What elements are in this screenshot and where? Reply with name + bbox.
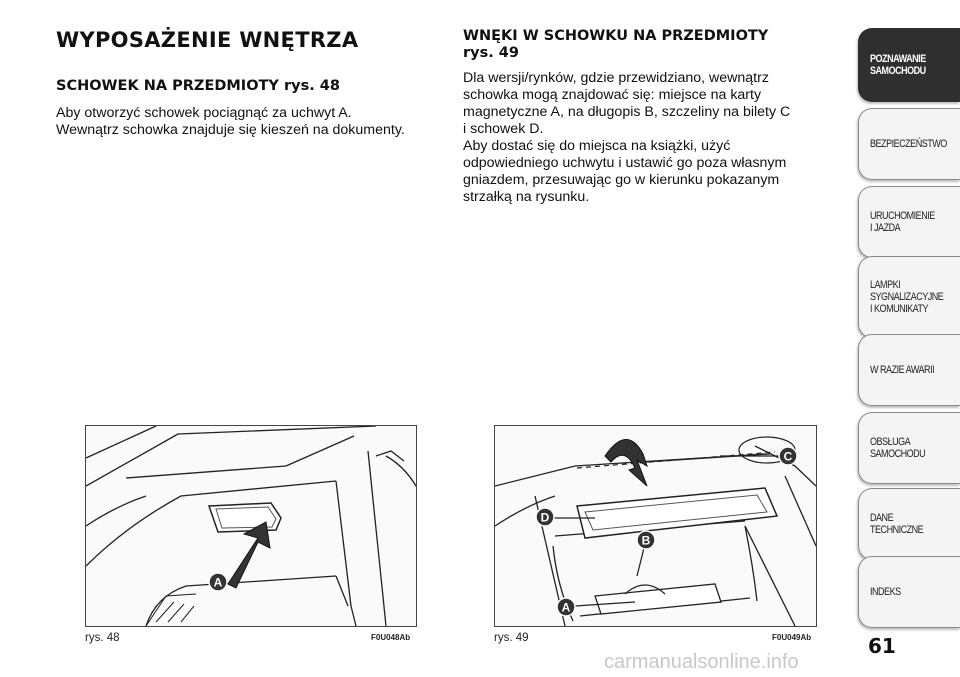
tab-lampki-sygnalizacyjne[interactable] [858,256,960,338]
figure-49 [494,425,817,627]
figure-48 [85,425,417,627]
left-section [56,78,436,139]
tab-w-razie-awarii[interactable] [858,334,960,406]
tab-label: DANE TECHNICZNE [870,512,924,536]
watermark: carmanualsonline.info [604,651,799,673]
figure-48-caption: rys. 48 [85,632,120,644]
figure-48-code: F0U048Ab [371,633,411,642]
tab-indeks[interactable] [858,556,960,628]
glovebox-closed-illustration [86,426,416,626]
callout-c [779,447,797,465]
tab-label: BEZPIECZEŃSTWO [870,138,947,150]
tab-uruchomienie-i-jazda[interactable] [858,186,960,258]
section-heading-compartments: WNĘKI W SCHOWKU NA PRZEDMIOTY rys. 49 [463,28,769,61]
tab-label: OBSŁUGA SAMOCHODU [870,436,926,460]
callout-a [209,573,227,591]
svg-text:A: A [213,575,223,590]
tab-label: LAMPKI SYGNALIZACYJNE I KOMUNIKATY [870,279,944,315]
tab-dane-techniczne[interactable] [858,488,960,560]
tab-label: URUCHOMIENIE I JAZDA [870,210,935,234]
callout-d [536,508,554,526]
glovebox-open-illustration [495,426,816,626]
section-heading-glovebox: SCHOWEK NA PRZEDMIOTY rys. 48 [56,78,340,94]
callout-a [557,598,575,616]
tab-label: W RAZIE AWARII [870,364,935,376]
svg-text:B: B [641,533,651,548]
page-title: WYPOSAŻENIE WNĘTRZA [56,28,359,52]
callout-b [637,531,655,549]
section-text-compartments: Dla wersji/rynków, gdzie przewidziano, wewnątrz schowka mogą znajdować się: miejsce na karty magnetyczne A, na długopis B, szczeliny na bilety C i schowek D. Aby dostać się do miejsca na książki, użyć odpowiedniego uchwytu i ustawić go poza własnym gniazdem, przesuwając go w kierunku pokazanym strzałką na rysunku. [463,70,791,205]
right-section [463,28,833,206]
handle-shape [209,503,281,532]
svg-text:A: A [561,600,571,615]
figure-49-caption: rys. 49 [494,632,529,644]
tab-poznawanie-samochodu[interactable] [858,28,960,102]
section-text-glovebox: Aby otworzyć schowek pociągnąć za uchwyt A. Wewnątrz schowka znajduje się kieszeń na dokumenty. [56,105,405,138]
tab-label: POZNAWANIE SAMOCHODU [870,53,926,77]
tab-obsluga-samochodu[interactable] [858,412,960,484]
tab-label: INDEKS [870,586,901,598]
tab-bezpieczenstwo[interactable] [858,108,960,180]
figure-49-code: F0U049Ab [772,633,812,642]
page-number: 61 [868,634,896,658]
svg-text:C: C [783,449,793,464]
card-slot-shape [595,584,721,614]
svg-text:D: D [540,510,550,525]
